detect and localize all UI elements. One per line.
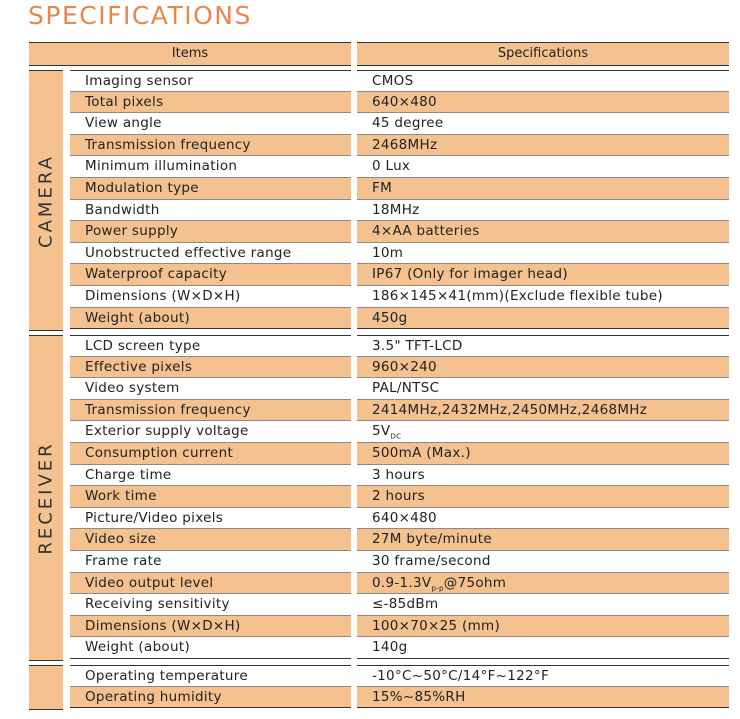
spec-item-value: 100×70×25 (mm): [357, 616, 729, 638]
table-row: [0, 221, 740, 243]
spec-item-value: FM: [357, 178, 729, 200]
spec-item-value: 0 Lux: [357, 156, 729, 178]
table-row: [0, 286, 740, 308]
table-row: [0, 665, 740, 687]
table-row: [0, 378, 740, 400]
spec-item-name: Power supply: [70, 221, 351, 243]
spec-item-name: Consumption current: [70, 443, 351, 465]
table-row: [0, 465, 740, 487]
spec-item-name: Receiving sensitivity: [70, 594, 351, 616]
table-row: [0, 486, 740, 508]
table-row: [0, 156, 740, 178]
spec-item-value: PAL/NTSC: [357, 378, 729, 400]
spec-item-name: Total pixels: [70, 92, 351, 114]
spec-item-value: 30 frame/second: [357, 551, 729, 573]
spec-item-value: 15%~85%RH: [357, 687, 729, 709]
table-row: [0, 687, 740, 709]
spec-item-value: 640×480: [357, 92, 729, 114]
table-row: [0, 113, 740, 135]
table-row: [0, 357, 740, 379]
spec-item-name: Bandwidth: [70, 200, 351, 222]
spec-item-name: Weight (about): [70, 308, 351, 330]
spec-item-name: Operating temperature: [70, 665, 351, 687]
table-row: [0, 135, 740, 157]
spec-item-name: LCD screen type: [70, 335, 351, 357]
spec-item-value: 18MHz: [357, 200, 729, 222]
spec-item-name: Unobstructed effective range: [70, 243, 351, 265]
table-row: [0, 92, 740, 114]
table-row: [0, 637, 740, 659]
table-row: [0, 443, 740, 465]
spec-item-name: Video system: [70, 378, 351, 400]
spec-item-value: CMOS: [357, 70, 729, 92]
spec-item-name: Weight (about): [70, 637, 351, 659]
table-row: [0, 573, 740, 595]
spec-item-value: 3 hours: [357, 465, 729, 487]
section-label-text: RECEIVER: [35, 441, 57, 555]
spec-item-name: Video size: [70, 529, 351, 551]
table-row: [0, 529, 740, 551]
spec-item-name: Exterior supply voltage: [70, 421, 351, 443]
spec-item-value: 2414MHz,2432MHz,2450MHz,2468MHz: [357, 400, 729, 422]
spec-item-value: 500mA (Max.): [357, 443, 729, 465]
table-row: [0, 308, 740, 330]
spec-item-value: 960×240: [357, 357, 729, 379]
spec-item-value: 450g: [357, 308, 729, 330]
spec-item-name: Video output level: [70, 573, 351, 595]
spec-item-value: 27M byte/minute: [357, 529, 729, 551]
table-row: [0, 400, 740, 422]
spec-item-value: 45 degree: [357, 113, 729, 135]
table-row: [0, 70, 740, 92]
spec-item-value: $5V_{DC}$: [357, 421, 729, 443]
spec-item-value: 2468MHz: [357, 135, 729, 157]
spec-item-value: -10°C~50°C/14°F~122°F: [357, 665, 729, 687]
spec-item-value: 10m: [357, 243, 729, 265]
table-row: [0, 243, 740, 265]
spec-item-name: Waterproof capacity: [70, 264, 351, 286]
spec-item-value: 3.5" TFT-LCD: [357, 335, 729, 357]
spec-item-name: View angle: [70, 113, 351, 135]
spec-item-name: Charge time: [70, 465, 351, 487]
spec-item-name: Work time: [70, 486, 351, 508]
spec-item-name: Picture/Video pixels: [70, 508, 351, 530]
specifications-column-header: Specifications: [357, 42, 729, 66]
spec-item-name: Transmission frequency: [70, 135, 351, 157]
spec-item-name: Dimensions (W×D×H): [70, 286, 351, 308]
table-row: [0, 335, 740, 357]
spec-item-name: Transmission frequency: [70, 400, 351, 422]
spec-item-name: Dimensions (W×D×H): [70, 616, 351, 638]
table-row: [0, 264, 740, 286]
table-row: [0, 594, 740, 616]
spec-item-name: Operating humidity: [70, 687, 351, 709]
spec-item-value: 140g: [357, 637, 729, 659]
spec-item-value: $0.9-1.3V_{p-p}@75ohm$: [357, 573, 729, 595]
spec-item-value: 640×480: [357, 508, 729, 530]
table-row: [0, 200, 740, 222]
items-column-header: Items: [29, 42, 351, 66]
table-row: [0, 616, 740, 638]
spec-item-value: 2 hours: [357, 486, 729, 508]
table-row: [0, 551, 740, 573]
table-row: [0, 421, 740, 443]
spec-item-value: 186×145×41(mm)(Exclude flexible tube): [357, 286, 729, 308]
table-row: [0, 508, 740, 530]
spec-item-value: 4×AA batteries: [357, 221, 729, 243]
spec-item-name: Effective pixels: [70, 357, 351, 379]
spec-item-name: Modulation type: [70, 178, 351, 200]
spec-item-value: ≤-85dBm: [357, 594, 729, 616]
spec-item-name: Imaging sensor: [70, 70, 351, 92]
spec-item-value: IP67 (Only for imager head): [357, 264, 729, 286]
page-title: SPECIFICATIONS: [28, 1, 252, 30]
table-row: [0, 178, 740, 200]
section-label-text: CAMERA: [35, 153, 57, 248]
spec-item-name: Frame rate: [70, 551, 351, 573]
spec-item-name: Minimum illumination: [70, 156, 351, 178]
